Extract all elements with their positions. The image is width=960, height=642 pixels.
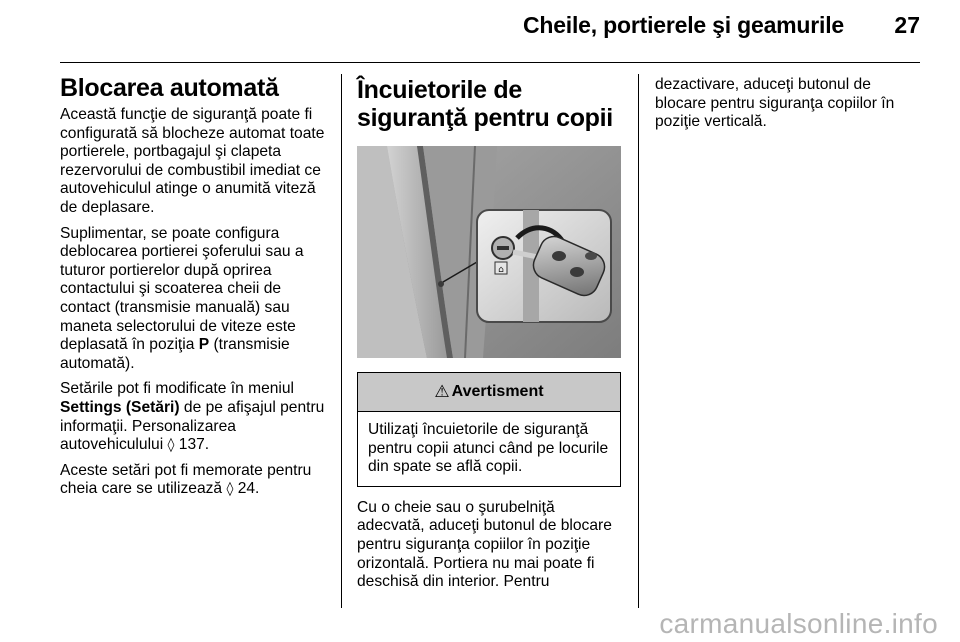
watermark: carmanualsonline.info bbox=[659, 608, 938, 639]
paragraph: Suplimentar, se poate configura deblocarea portierei şoferului sau a tuturor portierelor după oprirea contactului şi scoaterea cheii de contact (transmisie manuală) sau maneta selectorului de viteze este deplasată în poziţia P (transmisie automată). bbox=[60, 224, 304, 372]
warning-header bbox=[358, 373, 620, 412]
warning-box bbox=[357, 372, 621, 487]
running-header-title: Cheile, portierele şi geamurile bbox=[522, 12, 844, 38]
section-heading-auto-lock: Blocarea automată bbox=[60, 74, 279, 102]
warning-title: Avertisment bbox=[451, 382, 544, 400]
paragraph: Cu o cheie sau o şurubelniţă adecvată, aduceţi butonul de blocare pentru siguranţa copiilor în poziţie orizontală. Portiera nu mai poate fi deschisă din interior. Pentru bbox=[357, 498, 612, 591]
column-divider-2 bbox=[638, 74, 639, 608]
page-ref-icon: ◊ bbox=[226, 481, 234, 498]
section-heading-child-locks: Încuietorile de siguranţă pentru copii bbox=[357, 76, 613, 132]
warning-text: Utilizaţi încuietorile de siguranţă pentru copii atunci când pe locurile din spate se află copii. bbox=[368, 421, 609, 476]
page-number: 27 bbox=[894, 12, 920, 38]
paragraph: Această funcţie de siguranţă poate fi configurată să blocheze automat toate portierele, portbagajul şi clapeta rezervorului de combustibil imediat ce autovehiculul atinge o anumită viteză de deplasare. bbox=[60, 106, 325, 216]
column-1 bbox=[60, 62, 332, 506]
paragraph: dezactivare, aduceţi butonul de blocare pentru siguranţa copiilor în poziţie verticală. bbox=[655, 76, 895, 131]
page-ref-icon: ◊ bbox=[167, 437, 175, 454]
child-lock-illustration bbox=[357, 146, 621, 358]
column-3 bbox=[655, 76, 920, 139]
page-ref-link[interactable]: 24. bbox=[237, 480, 260, 498]
svg-text:⌂: ⌂ bbox=[498, 265, 504, 275]
paragraph: Setările pot fi modificate în meniul Settings (Setări) de pe afişajul pentru informaţii. Personalizarea autovehiculului ◊ 137. bbox=[60, 380, 325, 454]
paragraph: Aceste setări pot fi memorate pentru cheia care se utilizează ◊ 24. bbox=[60, 461, 312, 498]
column-2 bbox=[357, 76, 623, 599]
door-illustration-svg bbox=[357, 146, 621, 358]
page-ref-link[interactable]: 137. bbox=[178, 436, 210, 454]
column-divider-1 bbox=[341, 74, 342, 608]
warning-icon: ⚠ bbox=[434, 381, 450, 402]
